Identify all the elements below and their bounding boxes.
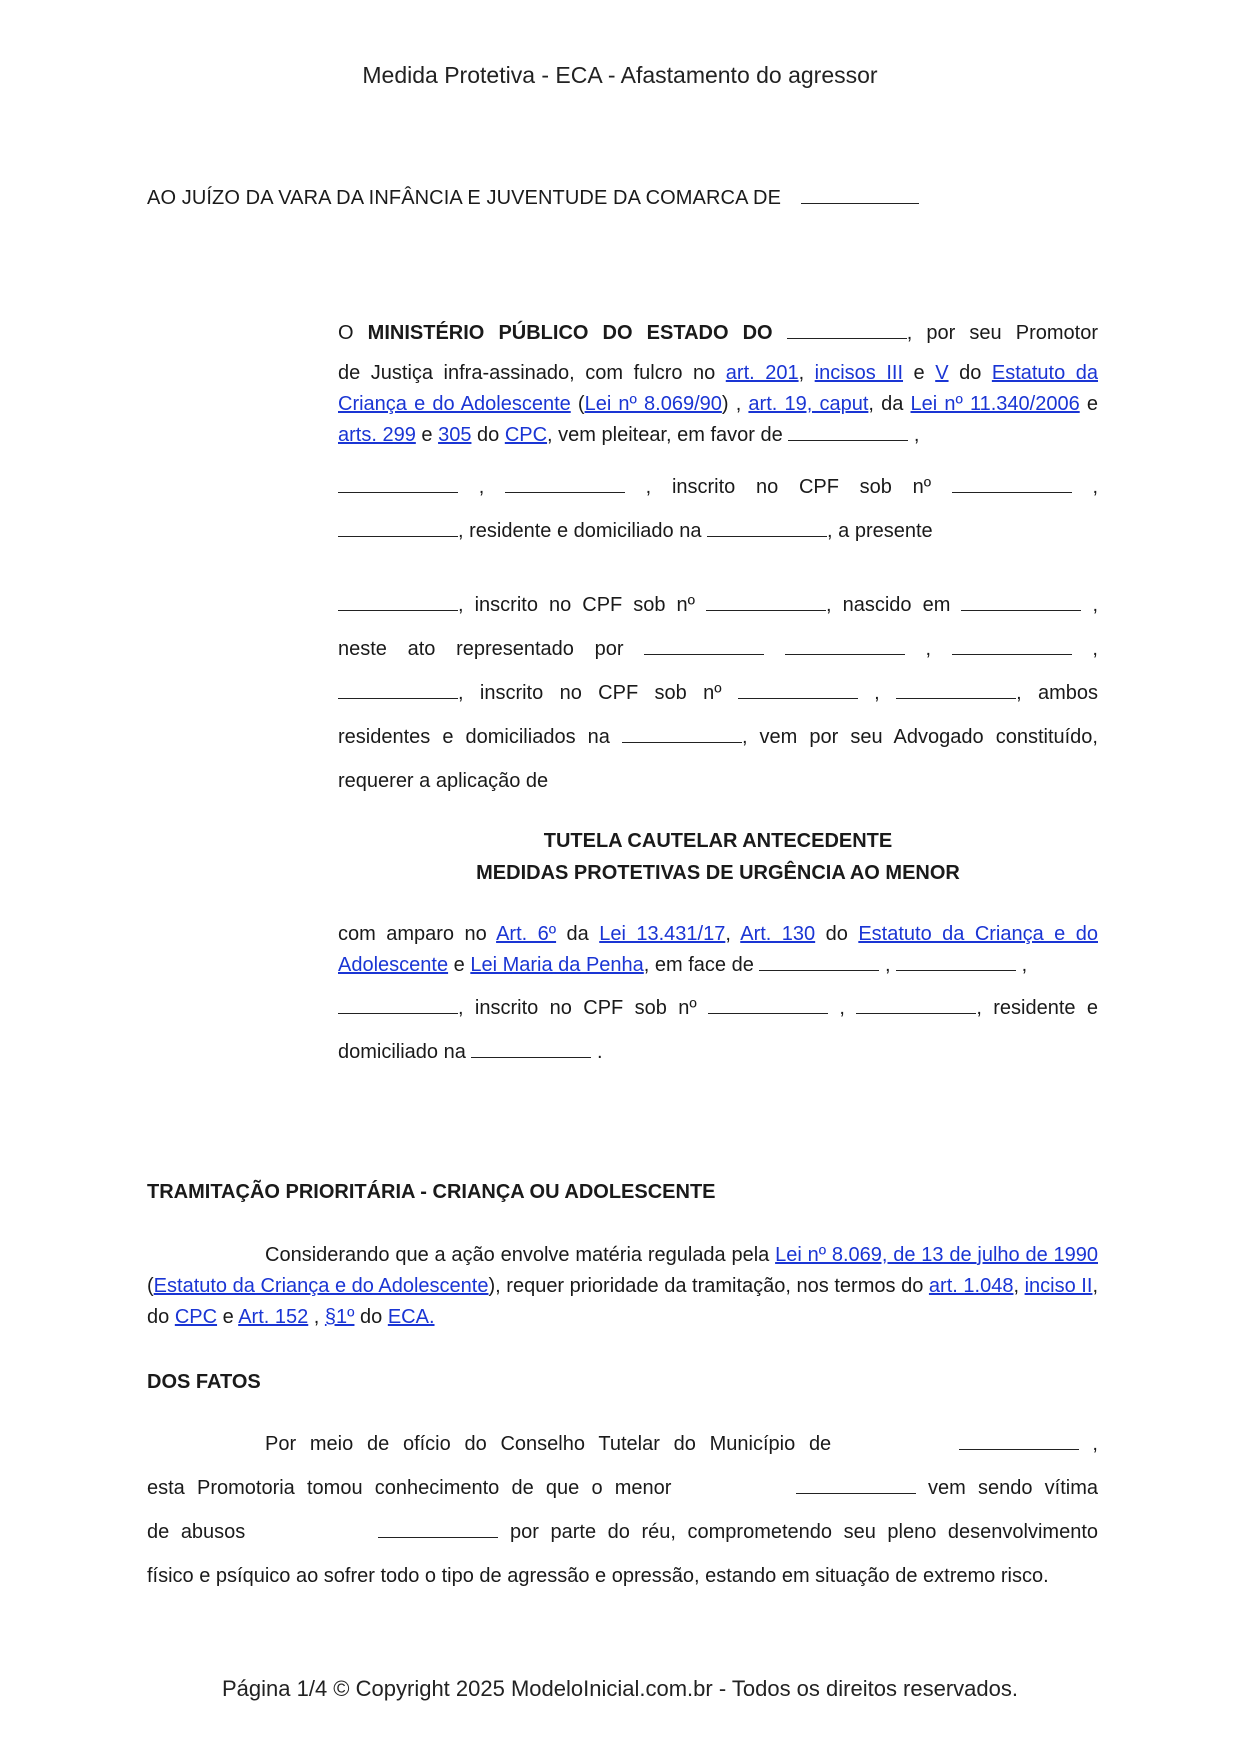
cpf-blank[interactable]: [708, 996, 828, 1014]
link-v[interactable]: V: [935, 362, 949, 384]
sep: ,: [1013, 1275, 1025, 1297]
link-art-130[interactable]: Art. 130: [740, 923, 816, 945]
sep: ,: [725, 923, 741, 945]
link-art-1048[interactable]: art. 1.048: [928, 1275, 1014, 1297]
cpf-blank[interactable]: [706, 593, 826, 611]
blank[interactable]: [856, 996, 976, 1014]
blank[interactable]: [338, 475, 458, 493]
inscrito-cpf-text: , inscrito no CPF sob nº: [458, 594, 695, 616]
cpf-blank[interactable]: [952, 475, 1072, 493]
blank[interactable]: [505, 475, 625, 493]
addressee-text: AO JUÍZO DA VARA DA INFÂNCIA E JUVENTUDE DA COMARCA DE: [147, 187, 782, 209]
intro-paragraph: O MINISTÉRIO PÚBLICO DO ESTADO DO , por seu Promotor de Justiça infra-assinado, com fulcro no art. 201, incisos III e V do Estatuto da Criança e do Adolescente (Lei nº 8.069/90) , art. 19, caput, da Lei nº 11.340/2006 e arts. 299 e 305 do CPC, vem pleitear, em favor de ,: [338, 322, 1099, 446]
link-lei-11340[interactable]: Lei nº 11.340/2006: [910, 393, 1080, 415]
fatos-line-3b: por parte do réu, comprometendo seu pleno desenvolvimento: [510, 1521, 1099, 1543]
fatos-heading: DOS FATOS: [147, 1371, 261, 1393]
estado-blank[interactable]: [787, 321, 907, 339]
fatos-paragraph: Por meio de ofício do Conselho Tutelar do Município de , esta Promotoria tomou conhecimento de que o menor vem sendo vítima de abusos por parte do réu, comprometendo seu pleno desenvolvimento físico e psíquico ao sofrer todo o tipo de agressão e opressão, estando em situação de extremo risco.: [147, 1429, 1098, 1592]
municipio-blank[interactable]: [959, 1432, 1079, 1450]
neste-text: neste ato representado por: [338, 638, 624, 660]
link-lei-8069-full[interactable]: Lei nº 8.069, de 13 de julho de 1990: [775, 1244, 1098, 1266]
intro-vem: , vem pleitear, em favor de: [547, 424, 783, 446]
sep: do: [354, 1306, 388, 1328]
sep: do: [471, 424, 505, 446]
link-art-6[interactable]: Art. 6º: [496, 923, 557, 945]
page-footer: Página 1/4 © Copyright 2025 ModeloInicial.com.br - Todos os direitos reservados.: [222, 1676, 1018, 1701]
tramitacao-heading: TRAMITAÇÃO PRIORITÁRIA - CRIANÇA OU ADOLESCENTE: [147, 1181, 716, 1203]
sep: ), requer prioridade da tramitação, nos termos do: [488, 1275, 929, 1297]
link-arts-299[interactable]: arts. 299: [338, 424, 416, 446]
ambos-text: , ambos: [1016, 682, 1098, 704]
comarca-blank[interactable]: [801, 186, 919, 204]
amparo-text: com amparo no: [338, 923, 497, 945]
blank[interactable]: [338, 681, 458, 699]
endereco-blank[interactable]: [622, 725, 742, 743]
intro-o: O: [338, 322, 368, 344]
residentes-text: residentes e domiciliados na: [338, 726, 610, 748]
title-line-2: MEDIDAS PROTETIVAS DE URGÊNCIA AO MENOR: [476, 862, 960, 884]
blank[interactable]: [338, 519, 458, 537]
amparo-paragraph: com amparo no Art. 6º da Lei 13.431/17, Art. 130 do Estatuto da Criança e do Adolescente e Lei Maria da Penha, em face de , , , inscrito no CPF sob nº , , residente e domiciliado na .: [338, 923, 1099, 1063]
addressee-line: [147, 186, 1107, 210]
fatos-line-2a: esta Promotoria tomou conhecimento de que o menor: [147, 1477, 672, 1499]
sep: do: [815, 923, 859, 945]
intro-text: de Justiça infra-assinado, com fulcro no: [338, 362, 726, 384]
link-art-152[interactable]: Art. 152: [238, 1306, 309, 1328]
link-lei-8069[interactable]: Lei nº 8.069/90: [584, 393, 722, 415]
link-eca-2[interactable]: Adolescente: [338, 954, 449, 976]
menor-blank[interactable]: [796, 1476, 916, 1494]
reu-blank[interactable]: [759, 953, 879, 971]
inscrito-cpf-text: , inscrito no CPF sob nº: [458, 682, 722, 704]
sep: (: [147, 1275, 154, 1297]
link-eca[interactable]: Estatuto da Criança e do Adolescente: [153, 1275, 489, 1297]
inscrito-cpf-text: inscrito no CPF sob nº: [671, 476, 932, 498]
favor-blank[interactable]: [788, 423, 908, 441]
blank[interactable]: [644, 637, 764, 655]
blank[interactable]: [338, 996, 458, 1014]
link-cpc[interactable]: CPC: [174, 1306, 218, 1328]
title-block: [338, 825, 1098, 889]
link-paragrafo-1[interactable]: §1º: [324, 1306, 355, 1328]
tramitacao-text: Considerando que a ação envolve matéria regulada pela: [265, 1244, 776, 1266]
link-maria-da-penha[interactable]: Lei Maria da Penha: [470, 954, 644, 976]
nascimento-blank[interactable]: [961, 593, 1081, 611]
sep: e: [903, 362, 936, 384]
link-cpc[interactable]: CPC: [504, 424, 548, 446]
domiciliado-text: domiciliado na: [338, 1041, 466, 1063]
sep: , da: [868, 393, 911, 415]
sep: da: [556, 923, 600, 945]
sep: , do: [147, 1275, 1098, 1328]
residente-text: , residente e domiciliado na: [458, 520, 702, 542]
sep: do: [948, 362, 992, 384]
intro-promotor: , por seu Promotor: [906, 322, 1098, 344]
blank[interactable]: [338, 593, 458, 611]
fatos-line-3a: de abusos: [147, 1521, 246, 1543]
sep: ) ,: [721, 393, 749, 415]
residente-e-text: , residente e: [976, 997, 1099, 1019]
link-art-201[interactable]: art. 201: [725, 362, 799, 384]
link-eca[interactable]: Estatuto da Criança e do Adolescente: [338, 362, 1099, 415]
a-presente-text: , a presente: [827, 520, 933, 542]
sep: e: [415, 424, 439, 446]
link-lei-13431[interactable]: Lei 13.431/17: [599, 923, 726, 945]
sep: ,: [798, 362, 815, 384]
blank[interactable]: [785, 637, 905, 655]
fatos-line-1: Por meio de ofício do Conselho Tutelar do Município de: [265, 1433, 832, 1455]
link-incisos-iii[interactable]: incisos III: [814, 362, 904, 384]
sep: e: [1079, 393, 1098, 415]
sep: e: [448, 954, 471, 976]
fatos-line-2b: vem sendo vítima: [928, 1477, 1098, 1499]
link-eca-1[interactable]: Estatuto da Criança e do: [858, 923, 1098, 945]
nascido-text: , nascido em: [826, 594, 951, 616]
link-inciso-ii[interactable]: inciso II: [1024, 1275, 1093, 1297]
blank[interactable]: [952, 637, 1072, 655]
cpf-blank[interactable]: [738, 681, 858, 699]
mp-name: MINISTÉRIO PÚBLICO DO ESTADO DO: [367, 322, 773, 344]
page-header: Medida Protetiva - ECA - Afastamento do agressor: [362, 62, 878, 88]
link-art-19[interactable]: art. 19, caput: [748, 393, 869, 415]
sep: e: [217, 1306, 239, 1328]
fatos-line-4: físico e psíquico ao sofrer todo o tipo de agressão e opressão, estando em situação de extremo risco.: [147, 1565, 1049, 1587]
sep: (: [570, 393, 585, 415]
abusos-blank[interactable]: [378, 1520, 498, 1538]
row-cpf: , , inscrito no CPF sob nº , , residente e domiciliado na , a presente: [338, 472, 1098, 560]
requerer-text: requerer a aplicação de: [338, 770, 549, 792]
vem-adv-text: , vem por seu Advogado constituído,: [741, 726, 1098, 748]
representante-block: , inscrito no CPF sob nº , nascido em , neste ato representado por , , , inscrito no CPF sob nº , , ambos residentes e domiciliados na , vem por seu Advogado constituído, requerer a aplicação de: [338, 594, 1099, 792]
endereco-blank[interactable]: [707, 519, 827, 537]
sep: ,: [308, 1306, 325, 1328]
blank[interactable]: [896, 953, 1016, 971]
link-305[interactable]: 305: [438, 424, 472, 446]
face-text: , em face de: [643, 954, 754, 976]
endereco-blank[interactable]: [471, 1040, 591, 1058]
tramitacao-paragraph: [147, 1240, 1098, 1333]
inscrito-cpf-text: , inscrito no CPF sob nº: [458, 997, 697, 1019]
title-line-1: TUTELA CAUTELAR ANTECEDENTE: [543, 830, 893, 852]
link-eca-short[interactable]: ECA.: [387, 1306, 435, 1328]
blank[interactable]: [896, 681, 1016, 699]
